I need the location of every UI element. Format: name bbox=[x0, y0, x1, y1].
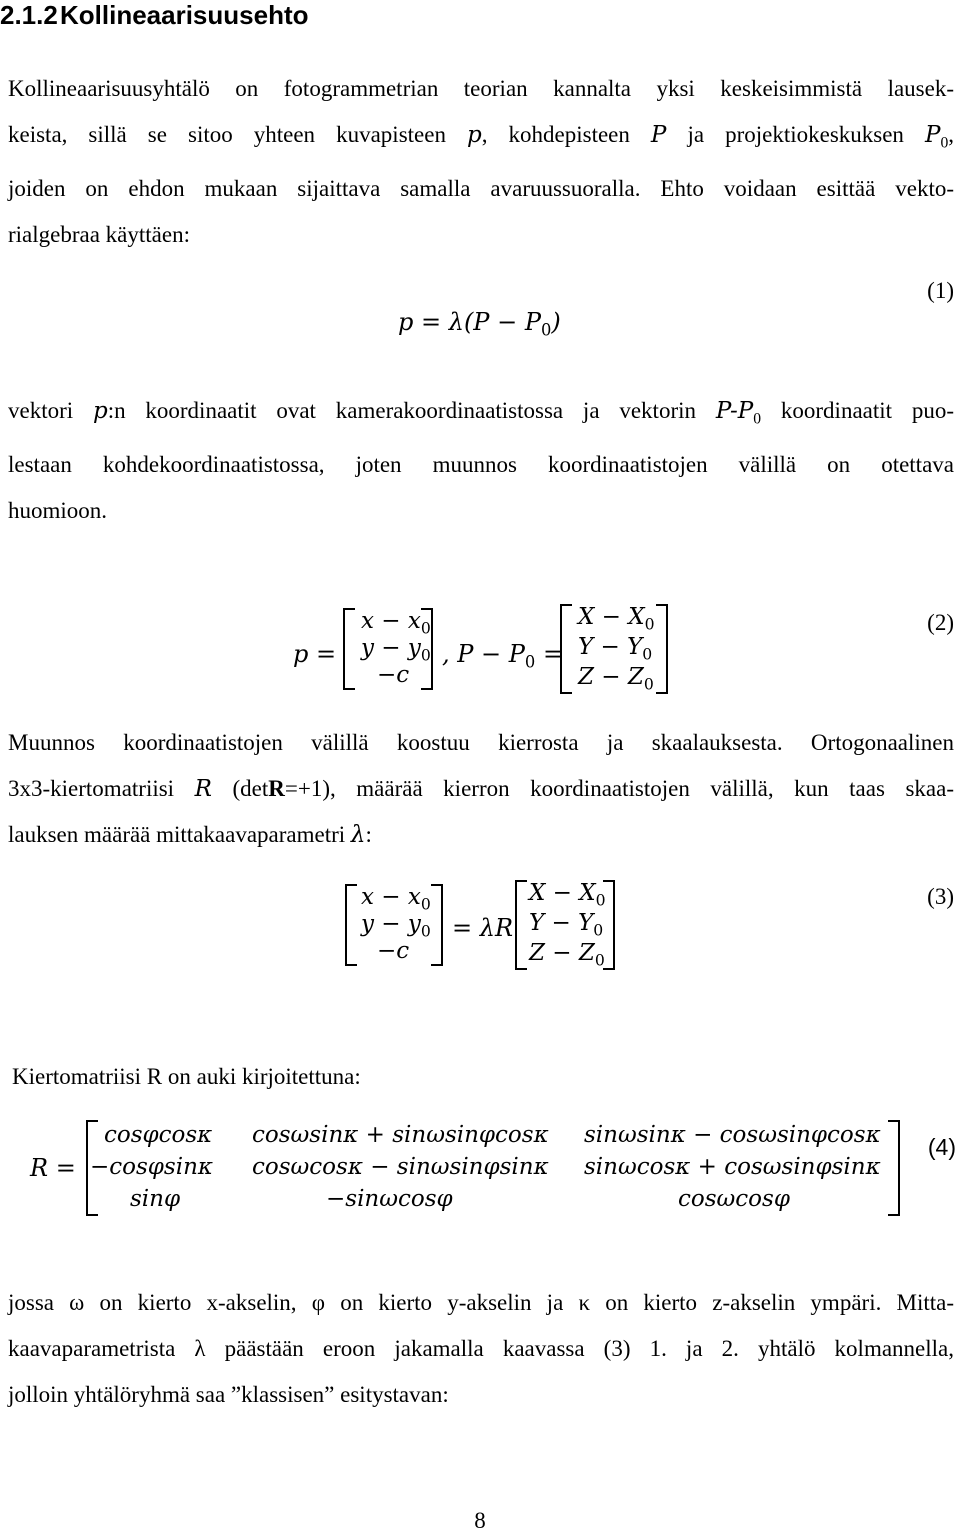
paragraph-angles bbox=[8, 1280, 954, 1418]
equation-number-4: (4) bbox=[927, 1134, 956, 1160]
text-line: jossa ω on kierto x-akselin, φ on kierto y-akselin ja κ on kierto z-akselin ympäri. Mitta- bbox=[8, 1290, 954, 1315]
text-line: joiden on ehdon mukaan sijaittava samalla avaruussuoralla. Ehto voidaan esittää vekto- bbox=[8, 176, 954, 202]
section-title: Kollineaarisuusehto bbox=[60, 0, 309, 30]
paragraph-vectors bbox=[8, 388, 954, 534]
text-line: huomioon. bbox=[8, 498, 108, 524]
equation-number-1: (1) bbox=[927, 278, 954, 303]
text-line: jolloin yhtälöryhmä saa ”klassisen” esitystavan: bbox=[8, 1382, 449, 1407]
paragraph-intro bbox=[8, 66, 954, 258]
section-number: 2.1.2 bbox=[0, 0, 58, 30]
text-line: rialgebraa käyttäen: bbox=[8, 222, 190, 248]
text-line: 3x3-kiertomatriisi R (detR=+1), määrää kierron koordinaatistojen välillä, kun taas skaa- bbox=[8, 776, 954, 802]
text-line: lestaan kohdekoordinaatistossa, joten muunnos koordinaatistojen välillä on otettava bbox=[8, 452, 954, 478]
text-line: Muunnos koordinaatistojen välillä koostuu kierrosta ja skaalauksesta. Ortogonaalinen bbox=[8, 730, 954, 755]
text-line: Kollineaarisuusyhtälö on fotogrammetrian teorian kannalta yksi keskeisimmistä lausek- bbox=[8, 76, 954, 101]
matrix-P-P0: $X - X_0$ $Y - Y_0$ $Z - Z_0$ bbox=[560, 604, 668, 694]
equation-number-2: (2) bbox=[927, 610, 954, 635]
equation-number-3: (3) bbox=[927, 884, 954, 909]
matrix-p: $x - x_0$ $y - y_0$ −c bbox=[343, 608, 433, 690]
text-line: lauksen määrää mittakaavaparametri λ: bbox=[8, 822, 372, 848]
section-heading bbox=[0, 0, 309, 30]
matrix-object-coords: $X - X_0$ $Y - Y_0$ $Z - Z_0$ bbox=[515, 880, 615, 970]
paragraph-transformation bbox=[8, 720, 954, 858]
equation-1: $p = \lambda(P - P_0)$ bbox=[398, 308, 561, 340]
text-line: keista, sillä se sitoo yhteen kuvapisteen p, kohdepisteen P ja projektiokeskuksen $P_0$, bbox=[8, 122, 955, 152]
page-number: 8 bbox=[474, 1508, 486, 1533]
matrix-image-coords: $x - x_0$ $y - y_0$ −c bbox=[345, 884, 443, 966]
text-line: vektori p:n koordinaatit ovat kamerakoordinaatistossa ja vektorin $P-P_0$ koordinaatit puo- bbox=[8, 398, 955, 428]
paragraph-rotation-intro: Kiertomatriisi R on auki kirjoitettuna: bbox=[12, 1064, 361, 1089]
text-line: kaavaparametrista λ päästään eroon jakamalla kaavassa (3) 1. ja 2. yhtälö kolmannella, bbox=[8, 1336, 954, 1361]
rotation-matrix: cosφcosκ cosωsinκ + sinωsinφcosκ sinωsinκ − cosωsinφcosκ −cosφsinκ cosωcosκ − sinωsinφsinκ sinωcosκ + cosωsinφsinκ sinφ −sinωcosφ cosωcosφ bbox=[86, 1120, 900, 1216]
